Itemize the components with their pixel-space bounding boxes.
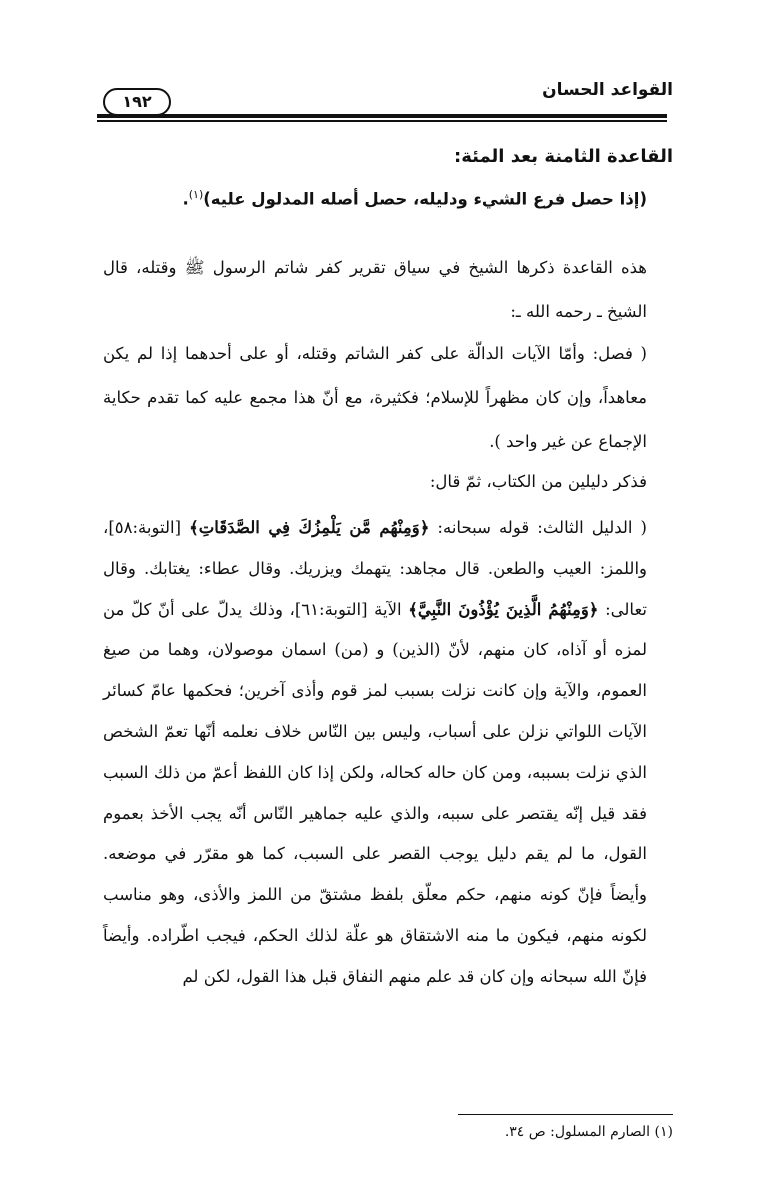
running-title: القواعد الحسان [542,80,673,100]
paragraph-third-evidence [103,508,673,998]
paragraph-quote-fasl: ( فصل: وأمّا الآيات الدالّة على كفر الشاتم وقتله، أو على أحدهما إذا لم يكن معاهداً، وإن كان مظهراً للإسلام؛ فكثيرة، مع أنّ هذا مجمع عليه كما تقدم حكاية الإجماع عن غير واحد ). [103,344,647,451]
evidence-middle: [التوبة:٥٨]، واللمز: العيب والطعن. قال مجاهد: يتهمك ويزريك. وقال عطاء: يغتابك. وقال تعالى: [103,518,647,619]
page-number-badge: ١٩٢ [103,88,171,116]
rule-statement-text: (إذا حصل فرع الشيء ودليله، حصل أصله المدلول عليه) [203,189,647,209]
quran-verse-2: ﴿وَمِنْهُمُ الَّذِينَ يُؤْذُونَ النَّبِيَّ﴾ [408,599,599,619]
footnote: (١) الصارم المسلول: ص ٣٤. [504,1124,673,1140]
footnote-reference: (١) [188,188,204,201]
rule-statement [103,188,673,209]
footnote-separator [458,1114,673,1115]
evidence-continuation: الآية [التوبة:٦١]، وذلك يدلّ على أنّ كلّ من لمزه أو آذاه، كان منهم، لأنّ (الذين) و (من) اسمان موصولان، وهما من صيغ العموم، والآية وإن كانت نزلت بسبب لمز قوم وأذى آخرين؛ فحكمها عامّ كسائر الآيات اللواتي نزلن على أسباب، وليس بين النّاس خلاف نعلمه أنّها تعمّ الشخص الذي نزلت بسببه، ومن كان حاله كحاله، ولكن إذا كان اللفظ أعمّ من ذلك السبب فقد قيل إنّه يقتصر على سببه، والذي عليه جماهير النّاس أنّه يجب الأخذ بعموم القول، ما لم يقم دليل يوجب القصر على السبب، كما هو مقرّر في موضعه. وأيضاً فإنّ كونه منهم، حكم معلّق بلفظ مشتقّ من اللمز والأذى، وهو مناسب لكونه منهم، فيكون ما منه الاشتقاق هو علّة لذلك الحكم، فيجب اطّراده. وأيضاً فإنّ الله سبحانه وإن كان قد علم منهم النفاق قبل هذا القول، لكن لم [103,599,647,986]
quran-verse-1: ﴿وَمِنْهُم مَّن يَلْمِزُكَ فِي الصَّدَقَاتِ﴾ [189,518,430,537]
section-heading: القاعدة الثامنة بعد المئة: [454,146,673,167]
paragraph-intro: هذه القاعدة ذكرها الشيخ في سياق تقرير كفر شاتم الرسول ﷺ وقتله، قال الشيخ ـ رحمه الله ـ: [103,258,647,321]
evidence-opening: ( الدليل الثالث: قوله سبحانه: [429,518,647,537]
rule-statement-period: . [182,189,189,209]
header-rule-thin [97,120,667,122]
header-rule-thick [97,114,667,118]
paragraph-transition: فذكر دليلين من الكتاب، ثمّ قال: [429,472,647,491]
